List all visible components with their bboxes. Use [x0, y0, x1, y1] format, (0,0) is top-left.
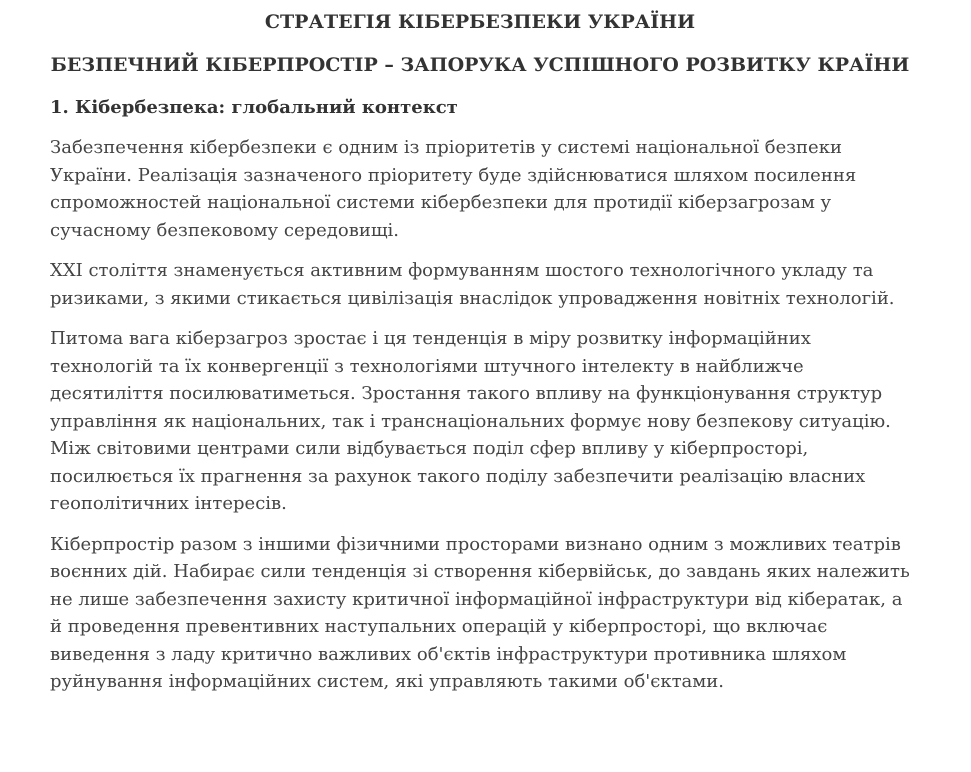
paragraph-1: Забезпечення кібербезпеки є одним із пріоритетів у системі національної безпеки України. Реалізація зазначеного пріоритету буде здійснюватися шляхом посилення спроможностей національної системи кібербезпеки для протидії кіберзагрозам у сучасному безпековому середовищі. [50, 137, 857, 241]
paragraph-2: XXI століття знаменується активним формуванням шостого технологічного укладу та ризиками, з якими стикається цивілізація внаслідок упровадження новітніх технологій. [50, 260, 895, 309]
document-title: СТРАТЕГІЯ КІБЕРБЕЗПЕКИ УКРАЇНИ [264, 11, 696, 33]
document-subtitle: БЕЗПЕЧНИЙ КІБЕРПРОСТІР – ЗАПОРУКА УСПІШНОГО РОЗВИТКУ КРАЇНИ [50, 54, 910, 76]
paragraph-3: Питома вага кіберзагроз зростає і ця тенденція в міру розвитку інформаційних технологій та їх конвергенції з технологіями штучного інтелекту в найближче десятиліття посилюватиметься. Зростання такого впливу на функціонування структур управління як національних, так і транснаціональних формує нову безпекову ситуацію. Між світовими центрами сили відбувається поділ сфер впливу у кіберпросторі, посилюється їх прагнення за рахунок такого поділу забезпечити реалізацію власних геополітичних інтересів. [50, 328, 891, 514]
paragraph-4: Кіберпростір разом з іншими фізичними просторами визнано одним з можливих театрів воєнних дій. Набирає сили тенденція зі створення кібервійськ, до завдань яких належить не лише забезпечення захисту критичної інформаційної інфраструктури від кібератак, а й проведення превентивних наступальних операцій у кіберпросторі, що включає виведення з ладу критично важливих об'єктів інфраструктури противника шляхом руйнування інформаційних систем, які управляють такими об'єктами. [50, 533, 910, 692]
section-heading: 1. Кібербезпека: глобальний контекст [50, 97, 458, 118]
document-content [50, 10, 910, 696]
document-page [0, 10, 971, 772]
